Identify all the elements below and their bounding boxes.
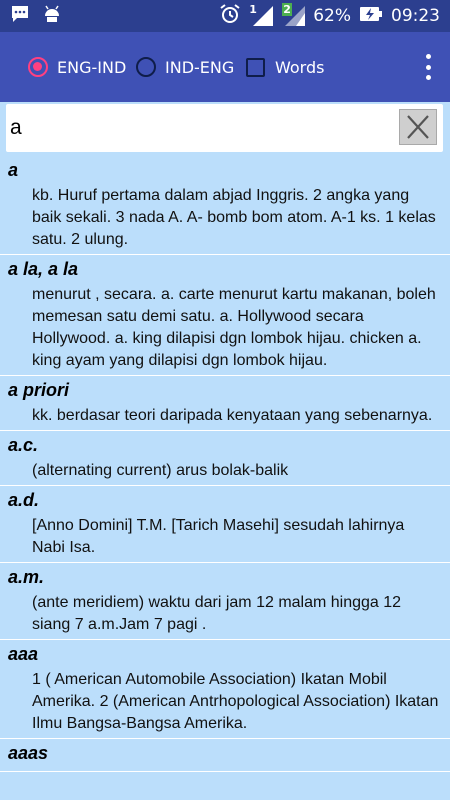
clear-search-button[interactable] [399,109,437,145]
system-status [219,0,440,32]
sim2-signal-icon [281,5,305,27]
radio-checked-icon [28,57,48,77]
sim2-label: 2 [283,3,291,16]
entry-definition: kk. berdasar teori daripada kenyataan yang sebenarnya. [32,407,433,424]
entry-word: a la, a la [8,259,79,279]
entry-word: aaas [8,743,49,763]
list-item[interactable] [0,156,450,255]
notification-icons [10,4,62,28]
sim1-signal-icon [249,5,273,27]
entry-definition: (alternating current) arus bolak-balik [32,462,289,479]
android-icon [42,4,62,28]
battery-percent: 62% [313,6,351,26]
more-vert-icon[interactable] [422,54,434,80]
dictionary-panel [0,102,450,800]
entry-definition [0,764,450,768]
words-checkbox[interactable] [246,32,324,102]
search-box [6,104,443,152]
list-item[interactable] [0,640,450,739]
entry-definition: kb. Huruf pertama dalam abjad Inggris. 2 angka yang baik sekali. 3 nada A. A- bomb bom atom. A-1 ks. 1 kelas satu. 2 ulung. [32,187,436,248]
radio-ind-eng[interactable] [136,32,234,102]
sim1-label: 1 [249,3,257,16]
entry-definition: (ante meridiem) waktu dari jam 12 malam hingga 12 siang 7 a.m.Jam 7 pagi . [32,594,402,633]
list-item[interactable] [0,486,450,563]
close-icon [400,110,436,144]
entry-word: a.c. [8,435,39,455]
list-item[interactable] [0,739,450,772]
list-item[interactable] [0,563,450,640]
entry-definition: 1 ( American Automobile Association) Ikatan Mobil Amerika. 2 (American Antrhopological Association) Ikatan Ilmu Bangsa-Bangsa Amerika. [32,671,439,732]
entry-definition: [Anno Domini] T.M. [Tarich Masehi] sesudah lahirnya Nabi Isa. [32,517,405,556]
words-checkbox-label: Words [275,57,325,77]
entry-definition: menurut , secara. a. carte menurut kartu makanan, boleh memesan satu demi satu. a. Hollywood secara Hollywood. a. king dilapisi dgn lombok hijau. chicken a. king ayam yang dilapisi dgn lombok hijau. [32,286,436,369]
entry-word: aaa [8,644,39,664]
checkbox-unchecked-icon [246,58,265,77]
app-bar [0,32,450,102]
search-input[interactable] [6,104,396,152]
alarm-icon [219,3,241,30]
radio-eng-ind-label: ENG-IND [57,57,127,77]
status-bar [0,0,450,32]
list-item[interactable] [0,431,450,486]
list-item[interactable] [0,376,450,431]
results-list[interactable] [0,156,450,772]
chat-icon [10,4,30,28]
radio-unchecked-icon [136,57,156,77]
radio-ind-eng-label: IND-ENG [165,57,235,77]
entry-word: a priori [8,380,70,400]
entry-word: a.m. [8,567,45,587]
battery-charging-icon [359,6,383,27]
entry-word: a.d. [8,490,40,510]
radio-eng-ind[interactable] [28,32,126,102]
list-item[interactable] [0,255,450,376]
entry-word: a [8,160,19,180]
clock: 09:23 [391,6,440,26]
